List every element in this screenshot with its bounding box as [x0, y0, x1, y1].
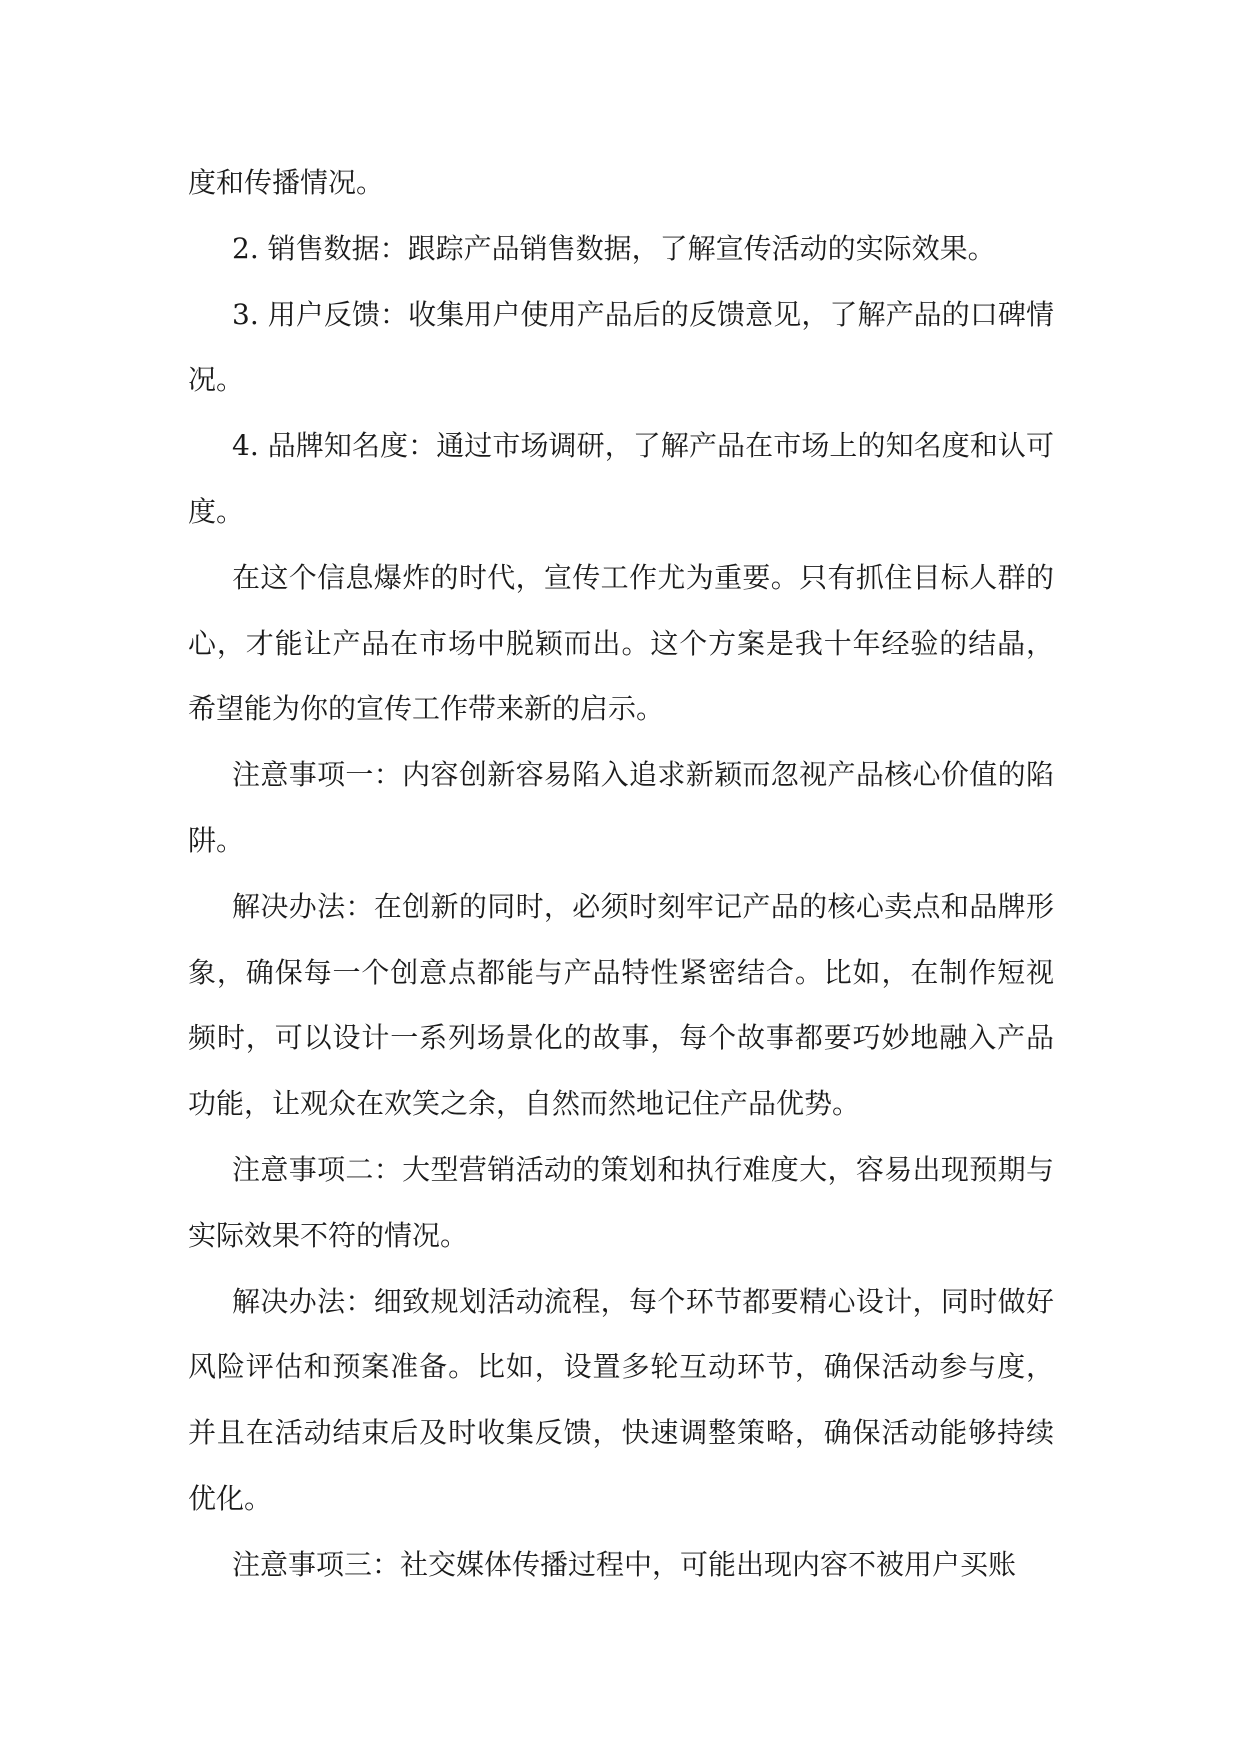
paragraph-note-one: 注意事项一：内容创新容易陷入追求新颖而忽视产品核心价值的陷阱。	[188, 758, 1054, 857]
document-body	[188, 150, 1054, 1598]
paragraph-sales-data: 2. 销售数据：跟踪产品销售数据，了解宣传活动的实际效果。	[232, 231, 996, 265]
paragraph-solution-two: 解决办法：细致规划活动流程，每个环节都要精心设计，同时做好风险评估和预案准备。比如，设置多轮互动环节，确保活动参与度，并且在活动结束后及时收集反馈，快速调整策略，确保活动能够持续优化。	[188, 1284, 1054, 1515]
paragraph-conclusion: 在这个信息爆炸的时代，宣传工作尤为重要。只有抓住目标人群的心，才能让产品在市场中脱颖而出。这个方案是我十年经验的结晶，希望能为你的宣传工作带来新的启示。	[188, 560, 1054, 726]
paragraph-note-three: 注意事项三：社交媒体传播过程中，可能出现内容不被用户买账	[232, 1547, 1017, 1581]
paragraph-user-feedback: 3. 用户反馈：收集用户使用产品后的反馈意见，了解产品的口碑情况。	[188, 297, 1054, 397]
paragraph-brand-awareness: 4. 品牌知名度：通过市场调研，了解产品在市场上的知名度和认可度。	[188, 429, 1054, 528]
paragraph-continuation: 度和传播情况。	[188, 166, 385, 199]
paragraph-solution-one: 解决办法：在创新的同时，必须时刻牢记产品的核心卖点和品牌形象，确保每一个创意点都能与产品特性紧密结合。比如，在制作短视频时，可以设计一系列场景化的故事，每个故事都要巧妙地融入产品功能，让观众在欢笑之余，自然而然地记住产品优势。	[188, 889, 1054, 1121]
paragraph-note-two: 注意事项二：大型营销活动的策划和执行难度大，容易出现预期与实际效果不符的情况。	[188, 1152, 1054, 1252]
